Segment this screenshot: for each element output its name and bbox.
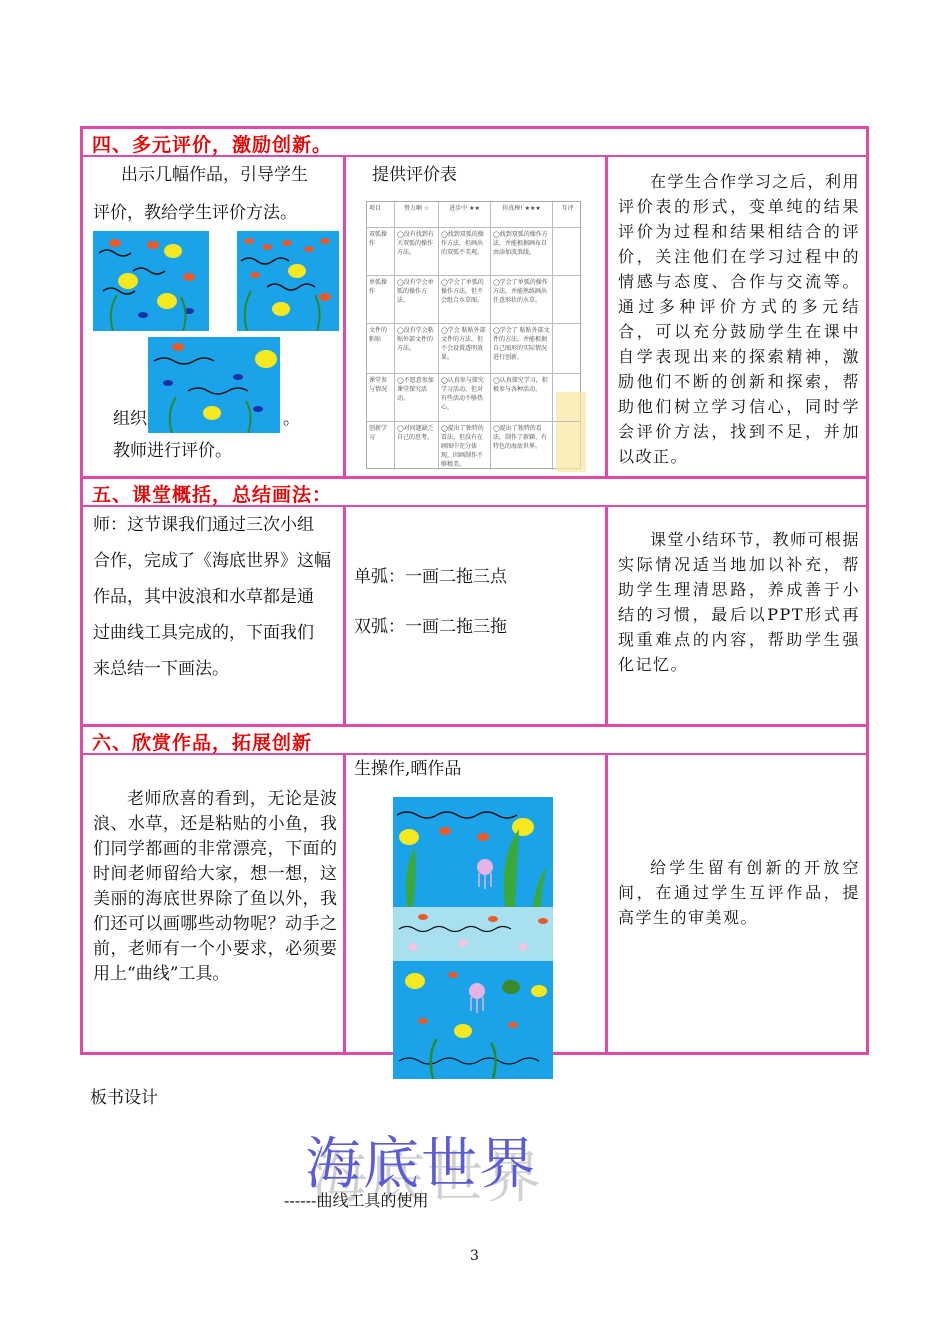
section-4-intent-cell: [608, 157, 866, 476]
section-5-activity-cell: [83, 507, 346, 724]
lesson-plan-table: [80, 126, 869, 1055]
eval-cell: [553, 374, 582, 421]
eval-row: [367, 228, 580, 276]
section-4-material-cell: [346, 157, 608, 476]
single-arc-method: 单弧：一画二拖三点: [354, 567, 507, 587]
eval-cell: ◯没有找到有关双弧的操作方法。: [395, 228, 439, 275]
eval-row: [367, 422, 580, 470]
s4-text-line-1: 出示几幅作品，引导学生: [121, 165, 308, 185]
eval-cell: ◯学会了单弧的操作方法，并能熟练画出任意形状的水草。: [491, 276, 553, 323]
eval-cell: 单弧操作: [367, 276, 395, 323]
eval-cell: 课堂参与情况: [367, 374, 395, 421]
s5-design-intent: 课堂小结环节，教师可根据实际情况适当地加以补充，帮助学生理清思路，养成善于小结的习惯，最后以PPT形式再现重难点的内容，帮助学生强化记忆。: [618, 530, 861, 674]
board-design-label: 板书设计: [90, 1088, 158, 1108]
eval-header-cell: 你真棒! ★★★: [491, 202, 553, 227]
section-6-header: [80, 724, 869, 755]
eval-header-cell: 互评: [561, 205, 574, 212]
s5-text-line-2: 合作，完成了《海底世界》这幅: [93, 551, 331, 571]
eval-cell: ◯学会了单弧的操作方法，但不会组合水草图。: [439, 276, 491, 323]
section-5-header: [80, 476, 869, 507]
eval-cell: ◯提出了独特的看法，制作了新颖、有特色的海底世界。: [491, 422, 553, 470]
section-4-header: [80, 126, 869, 157]
section-6-works-cell: [346, 755, 608, 1052]
student-showcase-2: [393, 907, 553, 961]
eval-cell: ◯找到双弧的操作方法，但画出的双弧不美观。: [439, 228, 491, 275]
eval-cell: ◯认真探究学习，积极参与各种活动。: [491, 374, 553, 421]
page-number: 3: [470, 1248, 479, 1264]
s4-design-intent: 在学生合作学习之后，利用评价表的形式，变单纯的结果评价为过程和结果相结合的评价，关注他们在学习过程中的情感与态度、合作与交流等。通过多种评价方式的多元结合，可以充分鼓励学生在课中自学表现出来的探索精神，激励他们不断的创新和探索，帮助他们树立学习信心，同时学会评价方法，找到不足，并加以改正。: [618, 172, 861, 466]
eval-cell: ◯学会 粘贴外部文件的方法，但不会设置透明效果。: [439, 324, 491, 373]
eval-cell: 文件的粘贴: [367, 324, 395, 373]
eval-header-row: [367, 202, 580, 228]
student-artwork-2: [237, 231, 339, 331]
eval-cell: ◯没有学会单弧的操作方法。: [395, 276, 439, 323]
s4-text-line-4: 教师进行评价。: [113, 441, 232, 461]
eval-cell: ◯提出了独特的看法，但没有在画图中充分体现，因画制作不够精美。: [439, 422, 491, 470]
eval-cell: [553, 324, 582, 373]
s4-text-line-2: 评价，教给学生评价方法。: [93, 203, 297, 223]
s5-text-line-1: 师：这节课我们通过三次小组: [93, 515, 314, 535]
section-4-title: 四、多元评价，激励创新。: [92, 134, 333, 156]
student-showcase-3: [393, 961, 553, 1079]
student-showcase-1: [393, 797, 553, 907]
s5-text-line-5: 来总结一下画法。: [93, 659, 229, 679]
eval-cell: ◯找到双弧的操作方法，并能根据画布自由添加波浪线。: [491, 228, 553, 275]
eval-cell: 创新学习: [367, 422, 395, 470]
s4-text-line-3a: 组织: [113, 409, 147, 429]
eval-cell: [553, 228, 582, 275]
s6-works-title: 生操作,晒作品: [354, 759, 462, 779]
student-artwork-3: [148, 337, 280, 433]
section-6-activity-cell: [83, 755, 346, 1052]
s5-text-line-4: 过曲线工具完成的，下面我们: [93, 623, 314, 643]
eval-cell: ◯没有学会粘贴外部文件的方法。: [395, 324, 439, 373]
eval-header-cell: 努力啊 ☆: [395, 202, 439, 227]
evaluation-form-image: [366, 201, 581, 469]
double-arc-method: 双弧：一画二拖三拖: [354, 617, 507, 637]
s4-text-line-3b: 。: [283, 409, 300, 429]
eval-cell: ◯不愿意参加课堂探究活动。: [395, 374, 439, 421]
section-5-title: 五、课堂概括，总结画法：: [92, 484, 333, 506]
eval-cell: ◯对问题缺乏自己的思考。: [395, 422, 439, 470]
s5-text-line-3: 作品，其中波浪和水草都是通: [93, 587, 314, 607]
eval-cell: ◯学会了 粘贴外部文件的方法，并能根据自己图形的实际情况进行创新。: [491, 324, 553, 373]
eval-cell: 双弧操作: [367, 228, 395, 275]
section-5-row: [80, 507, 869, 724]
section-5-method-cell: [346, 507, 608, 724]
eval-header-cell: 进步中 ★★: [439, 202, 491, 227]
student-artwork-1: [93, 231, 209, 331]
section-4-activity-cell: [83, 157, 346, 476]
section-4-row: [80, 157, 869, 476]
s4-evaluation-title: 提供评价表: [372, 165, 457, 185]
section-5-intent-cell: [608, 507, 866, 724]
eval-cell: [553, 276, 582, 323]
s6-teacher-text: 老师欣喜的看到，无论是波浪、水草，还是粘贴的小鱼，我们同学都画的非常漂亮，下面的时间老师留给大家，想一想，这美丽的海底世界除了鱼以外，我们还可以画哪些动物呢？动手之前，老师有一个小要求，必须要用上“曲线”工具。: [93, 789, 337, 984]
section-6-title: 六、欣赏作品，拓展创新: [92, 732, 313, 754]
section-6-row: [80, 755, 869, 1055]
board-subtitle: ------曲线工具的使用: [284, 1191, 429, 1210]
eval-cell: ◯认真参与探究学习活动，但对有些活动不够热心。: [439, 374, 491, 421]
board-title: 海底世界: [305, 1132, 537, 1197]
s6-design-intent: 给学生留有创新的开放空间，在通过学生互评作品，提高学生的审美观。: [618, 858, 860, 927]
section-6-intent-cell: [608, 755, 866, 1052]
eval-cell: [553, 422, 582, 470]
eval-row: [367, 276, 580, 324]
eval-row: [367, 374, 580, 422]
eval-row: [367, 324, 580, 374]
eval-header-cell: 项目: [367, 202, 395, 227]
